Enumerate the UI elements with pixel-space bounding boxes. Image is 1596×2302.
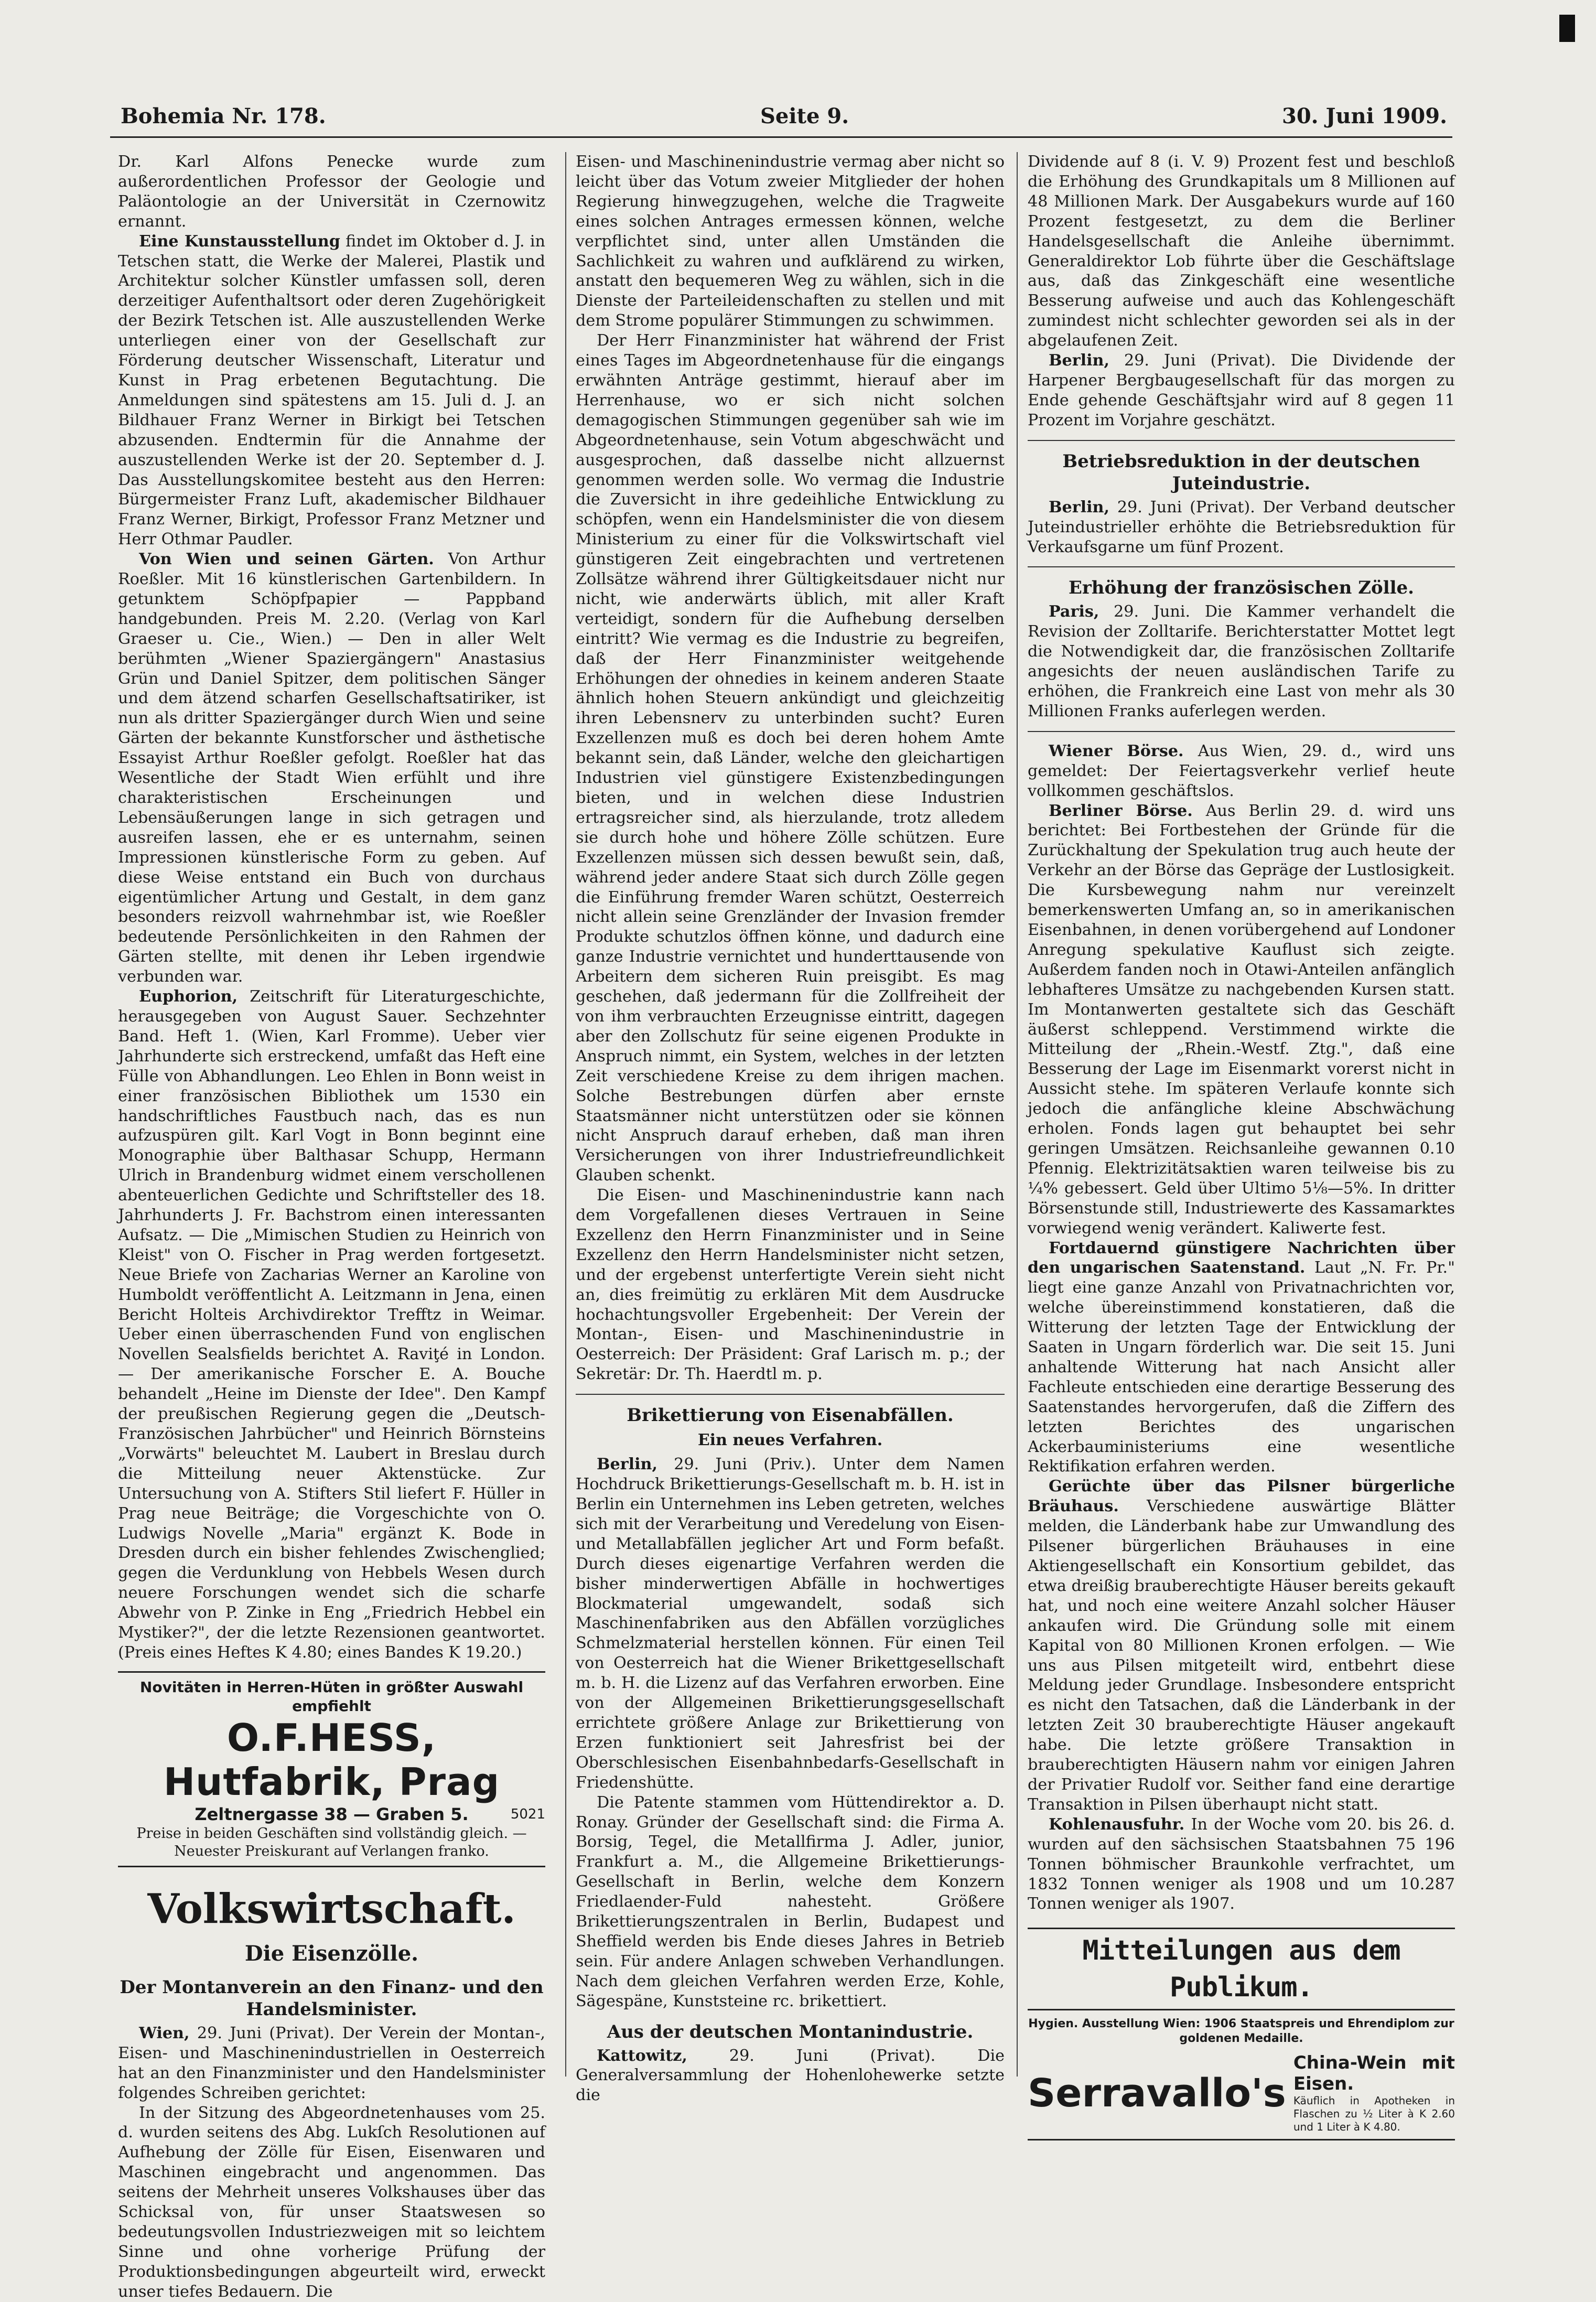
article-heading-brikettierung: Brikettierung von Eisenabfällen. [627,1405,954,1426]
article-continuation: Eisen- und Maschinenindustrie vermag aber nicht so leicht über das Votum zweier Mitglieder der hohen Regierung hinwegzugehen, welche die Tragweite eines solchen Antrages ermessen können, welche verpflichtet sind, unter allen Umständen die Sachlichkeit zu wahren und aufklärend zu wirken, anstatt den bequemeren Weg zu wählen, sich in die Dienste der Parteileidenschaften zu stellen und mit dem Strome populärer Stimmungen zu schwimmen. [576,153,1005,330]
article-subheading-verfahren: Ein neues Verfahren. [697,1431,883,1450]
divider [1028,731,1455,732]
column-divider-1 [565,152,566,2077]
column-divider-2 [1017,152,1018,2077]
article-heading: Gerüchte über das Pilsner bürgerliche Bräuhaus. [1028,1477,1455,1516]
article-heading: Euphorion, [139,987,238,1006]
divider [1028,566,1455,567]
article-patente: Die Patente stammen vom Hüttendirektor a. D. Ronay. Gründer der Gesellschaft sind: die Firma A. Borsig, Tegel, die Metallfirma J. Adler, junior, Frankfurt a. M., die Allgemeine Brikettierungs-Gesellschaft in Berlin, welche dem Konzern Friedlaender-Fuld nahesteht. Größere Brikettierungszentralen in Berlin, Budapest und Sheffield werden bis Ende dieses Jahres in Betrieb sein. Für andere Anlagen schweben Verhandlungen. Nach dem gleichen Verfahren werden Erze, Kohle, Sägespäne, Kunststeine rc. brikettiert. [576,1793,1005,2010]
article-juteindustrie [1028,498,1455,557]
section-title-volkswirtschaft: Volkswirtschaft. [147,1885,516,1933]
ad-brand-name: Serravallo's [1028,2070,1286,2116]
article-body: Laut „N. Fr. Pr." liegt eine ganze Anzahl von Privatnachrichten vor, welche übereinstimmend konstatieren, daß die Witterung der letzten Tage der Entwicklung der Saaten in Ungarn förderlich war. Die seit 15. Juni anhaltende Witterung hat nach Ansicht aller Fachleute entschieden eine derartige Besserung des Saatenstandes hervorgerufen, daß die Ziffern des letzten Berichtes des ungarischen Ackerbauministeriums eine wesentliche Rektifikation erfahren werden. [1028,1258,1455,1476]
article-body: Von Arthur Roeßler. Mit 16 künstlerischen Gartenbildern. In getunktem Schöpfpapier — Pappband handgebunden. Preis M. 2.20. (Verlag von Karl Graeser u. Cie., Wien.) — Den in aller Welt berühmten „Wiener Spaziergängern" Anastasius Grün und Daniel Spitzer, dem politischen Sänger und dem ätzend scharfen Gesellschaftsatiriker, ist nun als dritter Spaziergänger durch Wien und seine Gärten der bekannte Kunstforscher und ästhetische Essayist Arthur Roeßler gefolgt. Roeßler hat das Wesentliche der Stadt Wien erfühlt und ihre charakteristischen Erscheinungen und Lebensäußerungen lange in sich getragen und ausreifen lassen, ehe er es unternahm, seinen Impressionen künstlerische Form zu geben. Auf diese Weise entstand ein Buch von durchaus eigentümlicher Artung und Gestalt, in dem ganz besonders reizvoll wahrnehmbar ist, wie Roeßler bedeutende Persönlichkeiten in den Rahmen der Gärten stellte, mit denen ihr Leben irgendwie verbunden war. [118,550,545,986]
hess-advertisement [118,1671,545,1867]
header-date: 30. Juni 1909. [1282,104,1447,128]
article-eisenindustrie-signoff: Die Eisen- und Maschinenindustrie kann nach dem Vorgefallenen dieses Vertrauen in Seine Exzellenz den Herrn Finanzminister und in Seine Exzellenz den Herrn Handelsminister nicht setzen, und der ergebenst unterfertigte Verein sieht nicht an, dies freimütig zu erklären Mit dem Ausdrucke hochachtungsvoller Ergebenheit: Der Verein der Montan-, Eisen- und Maschinenindustrie in Oesterreich: Der Präsident: Graf Larisch m. p.; der Sekretär: Dr. Th. Haerdtl m. p. [576,1186,1005,1384]
article-body: 29. Juni (Privat). Der Verein der Montan-, Eisen- und Maschinenindustriellen in Oesterreich hat an den Finanzminister und den Handelsminister folgendes Schreiben gerichtet: [118,2024,545,2102]
corner-mark [1559,15,1575,42]
article-heading: Fortdauernd günstigere Nachrichten über den ungarischen Saatenstand. [1028,1239,1455,1277]
column-1 [118,152,545,2302]
ad-address-text: Zeltnergasse 38 — Graben 5. [195,1804,469,1824]
article-heading: Kohlenausfuhr. [1049,1815,1185,1834]
header-newspaper-issue: Bohemia Nr. 178. [121,104,326,128]
article-body: 29. Juni (Privat). Der Verband deutscher Juteindustrieller erhöhte die Betriebsreduktion für Verkaufsgarne um fünf Prozent. [1028,498,1455,556]
article-heading: Berliner Börse. [1049,801,1193,820]
section-subtitle-eisenzoelle: Die Eisenzölle. [244,1941,419,1966]
divider [576,1394,1005,1395]
article-pilsner [1028,1477,1455,1814]
article-body: 29. Juni (Privat). Die Generalversammlung der Hohenlohewerke setzte die [576,2046,1005,2105]
ad-note: Preise in beiden Geschäften sind vollständig gleich. — Neuester Preiskurant auf Verlangen franko. [136,1825,527,1859]
article-wien-gaerten [118,550,545,987]
article-dateline: Kattowitz, [597,2046,687,2065]
ad-address [118,1804,545,1825]
column-3 [1028,152,1455,2140]
article-brikettierung [576,1455,1005,1792]
article-harpener [1028,351,1455,431]
article-wiener-boerse [1028,741,1455,801]
article-saatenstand [1028,1239,1455,1477]
article-finanzminister: Der Herr Finanzminister hat während der Frist eines Tages im Abgeordnetenhause für die eingangs erwähnten Anträge gestimmt, hierauf aber im Herrenhause, wo er sich nicht solchen demagogischen Stimmungen gegenüber sah wie im Abgeordnetenhause, sein Votum abgeschwächt und ausgesprochen, daß dasselbe nicht allzuernst genommen werden solle. Wo vermag die Industrie die Zuversicht in ihre gedeihliche Entwicklung zu schöpfen, wenn ein Handelsminister die von diesem Ministerium zu einer für die Volkswirtschaft viel günstigeren Zeit eingebrachten und vertretenen Zollsätze während ihrer Gültigkeitsdauer nicht nur nicht, wie anderwärts üblich, mit aller Kraft verteidigt, sondern für die Aufhebung derselben eintritt? Wie vermag es die Industrie zu begreifen, daß der Herr Finanzminister weitgehende Erhöhungen der ohnedies in keinem anderen Staate ähnlich hohen Steuern ankündigt und gleichzeitig ihren Lebensnerv zu unterbinden sucht? Euren Exzellenzen muß es doch bei deren hohem Amte bekannt sein, daß Länder, welche den gleichartigen Industrien viel günstigere Existenzbedingungen bieten, und in welchen diese Industrien ertragsreicher sind, als hierzulande, trotz alledem sie durch hohe und höhere Zölle schützen. Eure Exzellenzen müssen sich dessen bewußt sein, daß, während jeder andere Staat sich durch Zölle gegen die Einführung fremder Waren schützt, Oesterreich nicht allein seine Grenzländer der Invasion fremder Produkte schutzlos öffnen könne, und dadurch eine ganze Industrie vernichtet und hunderttausende von Arbeitern dem sicheren Ruin preisgibt. Es mag geschehen, daß jedermann für die Zollfreiheit der von ihm verbrauchten Erzeugnisse eintritt, dagegen aber den Zollschutz für seine eigenen Produkte in Anspruch nimmt, ein System, welches in der letzten Zeit verschiedene Kreise zu dem ihrigen machen. Solche Bestrebungen dürfen aber ernste Staatsmänner nicht unterstützen oder sie können nicht Anspruch darauf erheben, daß man ihren Versicherungen von ihrer Industriefreundlichkeit Glauben schenkt. [576,331,1005,1185]
article-body: Verschiedene auswärtige Blätter melden, die Länderbank habe zur Umwandlung des Pilsener bürgerlichen Bräuhauses in eine Aktiengesellschaft ein Konsortium gebildet, das etwa dreißig brauberechtigte Häuser bereits gekauft hat, und noch eine weitere Anzahl solcher Häuser ankaufen wird. Die Gründung solle mit einem Kapital von 80 Millionen Kronen erfolgen. — Wie uns aus Pilsen mitgeteilt wird, entbehrt diese Meldung jeder Grundlage. Insbesondere entspricht es nicht den Tatsachen, daß die Länderbank in der letzten Zeit 30 brauberechtigte Häuser angekauft habe. Die letzte größere Transaktion in brauberechtigten Häusern nahm vor einigen Jahren der Privatier Rudolf vor. Seither fand eine derartige Transaktion in Pilsen überhaupt nicht statt. [1028,1497,1455,1814]
ad-product-info [1293,2052,1455,2134]
article-body: 29. Juni (Privat). Die Dividende der Harpener Bergbaugesellschaft für das morgen zu Ende gehende Geschäftsjahr wird auf 8 gegen 11 Prozent im Vorjahre geschätzt. [1028,351,1455,429]
divider [1028,440,1455,441]
ad-tagline: Novitäten in Herren-Hüten in größter Auswahl empfiehlt [139,1678,524,1715]
article-dividende: Dividende auf 8 (i. V. 9) Prozent fest und beschloß die Erhöhung des Grundkapitals um 8 Millionen auf 48 Millionen Mark. Der Ausgabekurs wurde auf 160 Prozent festgesetzt, zu dem die Berliner Handelsgesellschaft die Anleihe übernimmt. Generaldirektor Lob führte über die Geschäftslage aus, daß das Zinkgeschäft eine wesentliche Besserung aufweise und auch das Kohlengeschäft zumindest nicht schlechter geworden sei als in der abgelaufenen Zeit. [1028,153,1455,350]
article-heading-juteindustrie: Betriebsreduktion in der deutschen Juteindustrie. [1062,450,1420,494]
ad-product-name: China-Wein mit Eisen. [1293,2052,1455,2095]
ad-number: 5021 [510,1806,545,1822]
serravallo-advertisement [1028,2052,1455,2140]
article-heading: Von Wien und seinen Gärten. [139,550,434,569]
ad-product-details: Käuflich in Apotheken in Flaschen zu ½ Liter à K 2.60 und 1 Liter à K 4.80. [1293,2094,1455,2134]
article-body: Aus Wien, 29. d., wird uns gemeldet: Der Feiertagsverkehr verlief heute vollkommen geschäftslos. [1028,741,1455,800]
article-dateline: Wien, [139,2024,190,2042]
article-euphorion [118,987,545,1663]
article-kunstausstellung [118,232,545,550]
article-heading: Wiener Börse. [1049,741,1184,760]
article-montanverein-intro [118,2024,545,2103]
column-2 [576,152,1005,2105]
ad-hygiene-note: Hygien. Ausstellung Wien: 1906 Staatspreis und Ehrendiplom zur goldenen Medaille. [1028,2017,1454,2046]
article-body: In der Woche vom 20. bis 26. d. wurden auf den sächsischen Staatsbahnen 75 196 Tonnen böhmischer Braunkohle verfrachtet, um 1832 Tonnen weniger als 1908 und um 10.287 Tonnen weniger als 1907. [1028,1815,1455,1913]
article-penecke: Dr. Karl Alfons Penecke wurde zum außerordentlichen Professor der Geologie und Paläontologie an der Universität in Czernowitz ernannt. [118,153,545,231]
article-body: findet im Oktober d. J. in Tetschen statt, die Werke der Malerei, Plastik und Architektur solcher Künstler umfassen soll, deren derzeitiger Aufenthaltsort oder deren Zugehörigkeit der Bezirk Tetschen ist. Alle auszustellenden Werke unterliegen einer von der Gesellschaft zur Förderung deutscher Wissenschaft, Literatur und Kunst in Prag erbetenen Begutachtung. Die Anmeldungen sind spätestens am 15. Juli d. J. an Bildhauer Franz Werner in Birkigt bei Tetschen abzusenden. Endtermin für die Annahme der auszustellenden Werke ist der 20. September d. J. Das Ausstellungskomitee besteht aus den Herren: Bürgermeister Franz Luft, akademischer Bildhauer Franz Werner, Birkigt, Professor Franz Metzner und Herr Othmar Paudler. [118,232,545,549]
article-body: 29. Juni. Die Kammer verhandelt die Revision der Zolltarife. Berichterstatter Mottet legt die Notwendigkeit dar, die französischen Zolltarife angesichts der neuen ausländischen Tarife zu erhöhen, die Frankreich eine Last von mehr als 30 Millionen Franks auferlegen werden. [1028,603,1455,720]
article-dateline: Berlin, [1049,498,1110,517]
ad-company-name: O.F.HESS, Hutfabrik, Prag [163,1715,500,1804]
article-paris [1028,602,1455,721]
article-body: Zeitschrift für Literaturgeschichte, herausgegeben von August Sauer. Sechzehnter Band. Heft 1. (Wien, Karl Fromme). Ueber vier Jahrhunderte sich erstreckend, umfaßt das Heft eine Fülle von Abhandlungen. Leo Ehlen in Bonn weist in einer französischen Bibliothek um 1530 ein handschriftliches Faustbuch nach, das es nun aufzuspüren gilt. Karl Vogt in Bonn beginnt eine Monographie über Balthasar Schupp, Hermann Ulrich in Brandenburg widmet einem verschollenen abenteuerlichen Gedichte und Schriftsteller des 18. Jahrhunderts J. Fr. Bachstrom einen interessanten Aufsatz. — Die „Mimischen Studien zu Heinrich von Kleist" von O. Fischer in Prag werden fortgesetzt. Neue Briefe von Zacharias Werner an Karoline von Humboldt veröffentlicht A. Leitzmann in Jena, einen Bericht Holteis Archivdirektor Trefftz in Weimar. Ueber einen überraschenden Fund von englischen Novellen Sealsfields berichtet A. Raviţé in London. — Der amerikanische Forscher E. A. Bouche behandelt „Heine im Dienste der Idee". Den Kampf der preußischen Regierung gegen die „Deutsch-Französischen Jahrbücher" und Heinrich Börnsteins „Vorwärts" beleuchtet M. Laubert in Breslau durch die Mitteilung neuer Aktenstücke. Zur Untersuchung von A. Stifters Stil liefert F. Hüller in Prag neue Beiträge; die Vorgeschichte von O. Ludwigs Novelle „Maria" ergänzt K. Bode in Dresden durch ein bisher fehlendes Zwischenglied; gegen die Verdunklung von Hebbels Wesen durch neuere Forschungen wendet sich die scharfe Abwehr von P. Zinke in Eng „Friedrich Hebbel ein Mystiker?", der die letzte Rezensionen geantwortet. (Preis eines Heftes K 4.80; eines Bandes K 19.20.) [118,987,545,1662]
article-dateline: Berlin, [597,1455,658,1474]
article-kattowitz [576,2046,1005,2106]
article-heading-montanindustrie: Aus der deutschen Montanindustrie. [607,2021,974,2042]
article-body: Aus Berlin 29. d. wird uns berichtet: Bei Fortbestehen der Gründe für die Zurückhaltung der Spekulation trug auch heute der Verkehr an der Börse das Gepräge der Lustlosigkeit. Die Kursbewegung nahm nur vereinzelt bemerkenswerten Umfang an, so in amerikanischen Eisenbahnen, in denen vorübergehend auf Londoner Anregung spekulative Kauflust sich zeigte. Außerdem fanden noch in Otawi-Anteilen anfänglich lebhafteres Umsätze zu nachgebenden Kursen statt. Im Montanwerten gestaltete sich das Geschäft äußerst schleppend. Verstimmend wirkte die Mitteilung der „Rhein.-Westf. Ztg.", daß eine Besserung der Lage im Eisenmarkt vorerst nicht in Aussicht stehe. Im späteren Verlaufe konnte sich jedoch die anfängliche kleine Abschwächung erholen. Fonds lagen gut behauptet bei sehr geringen Umsätzen. Reichsanleihe gewannen 0.10 Pfennig. Elektrizitätsaktien waren teilweise bis zu ¼% gebessert. Geld über Ultimo 5⅛—5%. In dritter Börsenstunde still, Industriewerte des Kassamarktes vorwiegend wenig verändert. Kaliwerte fest. [1028,801,1455,1238]
section-title-publikum: Mitteilungen aus dem Publikum. [1028,1928,1455,2010]
article-heading: Eine Kunstausstellung [139,232,340,251]
article-dateline: Berlin, [1049,351,1110,370]
article-kohlenausfuhr [1028,1815,1455,1914]
header-page-number: Seite 9. [760,104,849,128]
article-body: 29. Juni (Priv.). Unter dem Namen Hochdruck Brikettierungs-Gesellschaft m. b. H. ist in Berlin ein Unternehmen ins Leben getreten, welches sich mit der Verarbeitung und Veredelung von Eisen- und Metallabfällen jeglicher Art und Form befaßt. Durch dieses eigenartige Verfahren werden die bisher minderwertigen Abfälle in hochwertiges Blockmaterial umgewandelt, sodaß sich Maschinenfabriken aus den Abfällen vorzügliches Schmelzmaterial herstellen können. Für einen Teil von Oesterreich hat die Wiener Brikettgesellschaft m. b. H. die Lizenz auf das Verfahren erworben. Eine von der Allgemeinen Brikettierungsgesellschaft errichtete größere Anlage zur Brikettierung von Erzen funktioniert seit Jahresfrist bei der Oberschlesischen Eisenbahnbedarfs-Gesellschaft in Friedenshütte. [576,1455,1005,1792]
article-heading-franz-zoelle: Erhöhung der französischen Zölle. [1068,577,1415,599]
article-dateline: Paris, [1049,603,1099,621]
article-heading-montanverein: Der Montanverein an den Finanz- und den Handelsminister. [120,1976,544,2020]
page-header [110,100,1452,138]
article-montanverein-body: In der Sitzung des Abgeordnetenhauses vom 25. d. wurden seitens des Abg. Lukſch Resolutionen auf Aufhebung der Zölle für Eisen, Eisenwaren und Maschinen eingebracht und angenommen. Das seitens der Mehrheit unseres Volkshauses über das Schicksal von, für unser Staatswesen so bedeutungsvollen Industriezweigen mit so leichtem Sinne und ohne vorherige Prüfung der Produktionsbedingungen abgeurteilt wird, erweckt unser tiefes Bedauern. Die [118,2103,545,2301]
article-berliner-boerse [1028,801,1455,1239]
